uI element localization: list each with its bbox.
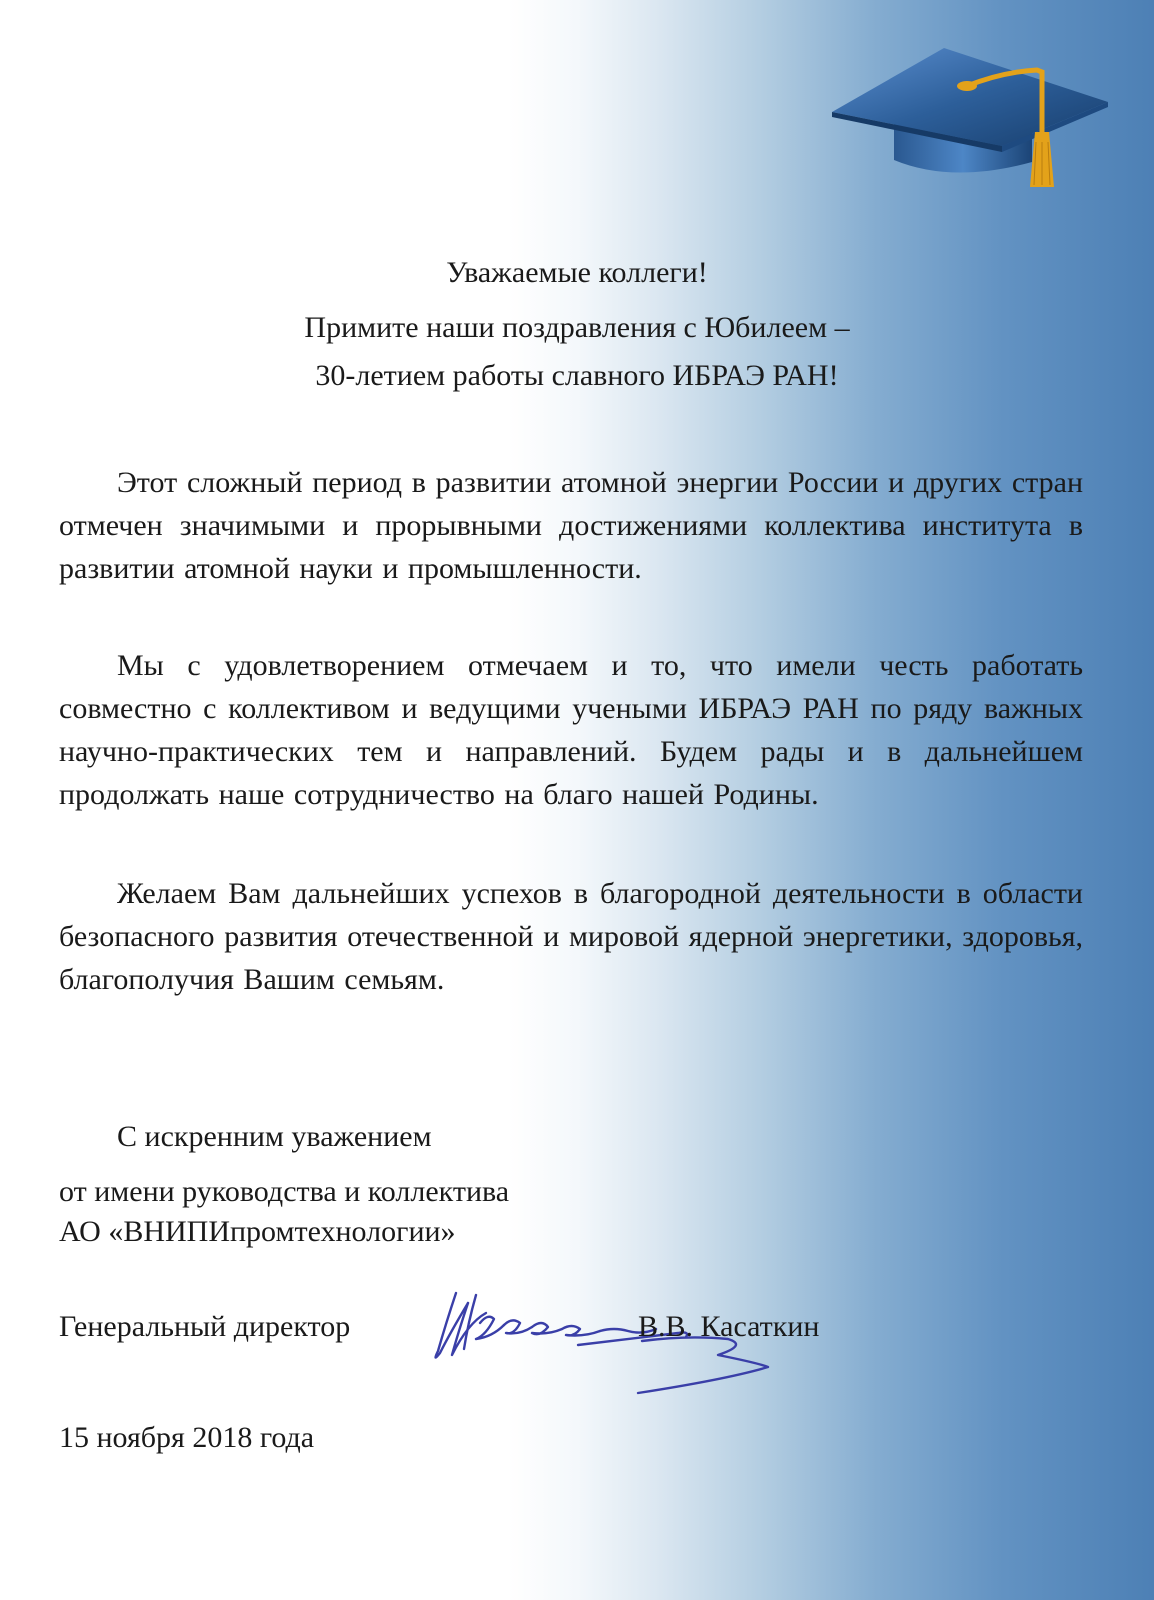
closing-on-behalf: от имени руководства и коллектива — [59, 1175, 510, 1208]
body-paragraph: Этот сложный период в развитии атомной энергии России и других стран отмечен значимыми и прорывными достижениями коллектива института в развитии атомной науки и промышленности. — [59, 466, 1083, 585]
signer-name: В.В. Касаткин — [638, 1310, 820, 1343]
congratulation-line-1: Примите наши поздравления с Юбилеем – — [304, 311, 850, 344]
graduation-cap-icon — [832, 42, 1112, 202]
organization-name: АО «ВНИПИпромтехнологии» — [59, 1215, 456, 1248]
signer-title: Генеральный директор — [59, 1310, 351, 1343]
body-paragraph: Желаем Вам дальнейших успехов в благородной деятельности в области безопасного развития отечественной и мировой ядерной энергетики, здоровья, благополучия Вашим семьям. — [59, 877, 1083, 996]
congratulation-line-2: 30-летием работы славного ИБРАЭ РАН! — [315, 359, 839, 392]
body-paragraph: Мы с удовлетворением отмечаем и то, что имели честь работать совместно с коллективом и ведущими учеными ИБРАЭ РАН по ряду важных научно-практических тем и направлений. Будем рады и в дальнейшем продолжать наше сотрудничество на благо нашей Родины. — [59, 649, 1083, 811]
letter-date: 15 ноября 2018 года — [59, 1421, 315, 1454]
handwritten-signature — [428, 1283, 808, 1433]
closing-regards: С искренним уважением — [117, 1120, 432, 1153]
greeting: Уважаемые коллеги! — [446, 256, 708, 289]
